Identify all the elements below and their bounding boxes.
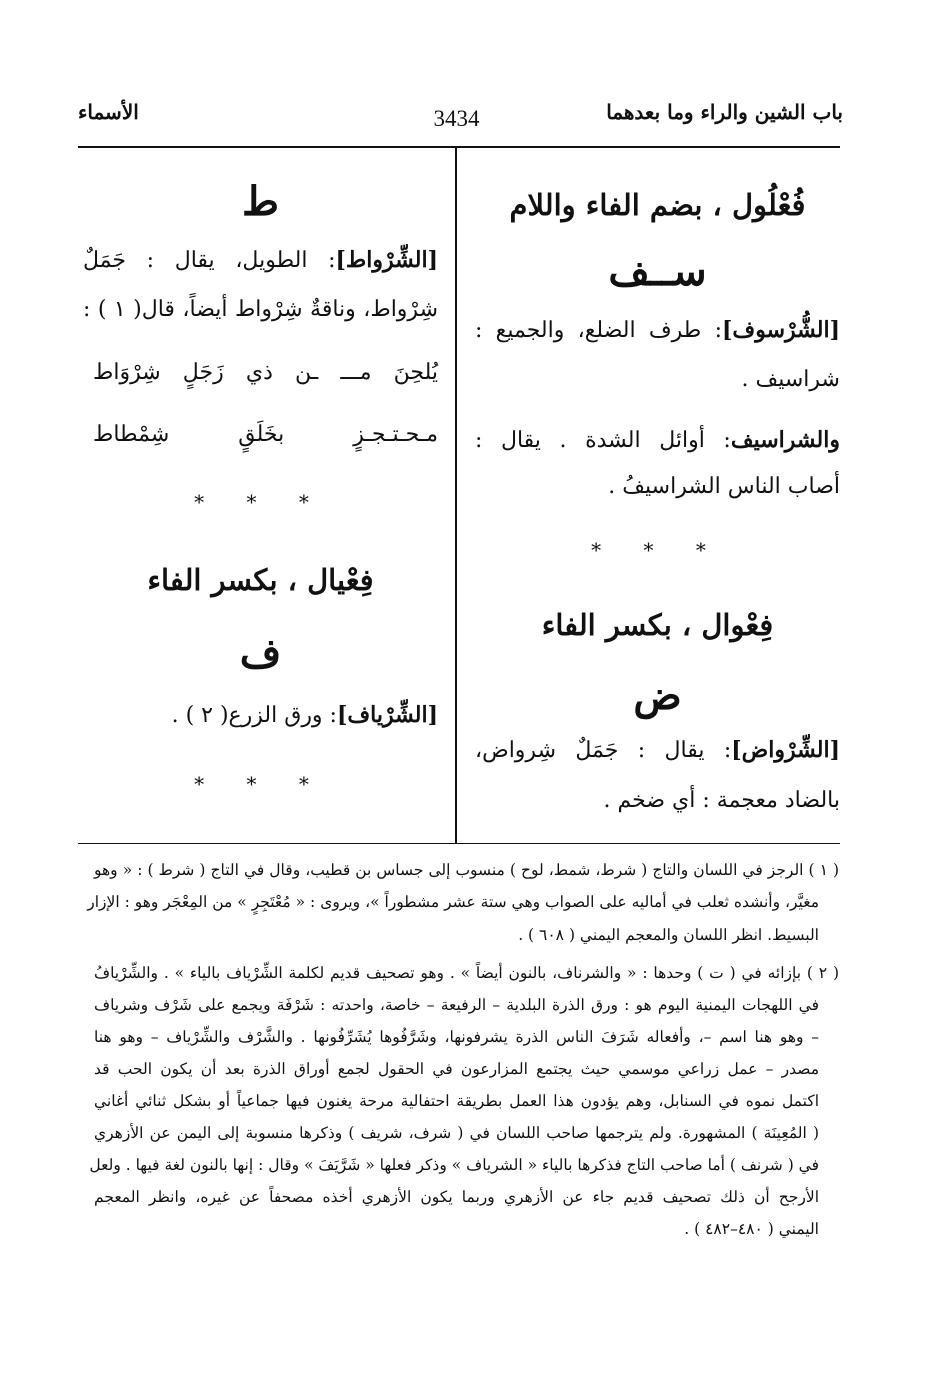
footnote-line: ( المُعِينَة ) المشهورة. ولم يترجمها صاحب اللسان في ( شرف، شريف ) وذكرها منسوبة إلى اليمن عن الأزهري xyxy=(94,1124,819,1142)
entry-headword: [الشِّرْواط] xyxy=(335,247,438,273)
entry-definition: : أوائل الشدة . يقال : xyxy=(475,428,731,453)
footnote-line: اكتمل نموه في السنابل، وهم يؤدون هذا العمل بطريقة احتفالية مرحة يغنون فيها جماعياً أو بشكل ثنائي أغاني xyxy=(94,1092,820,1110)
section-title: الأسماء xyxy=(78,100,139,124)
entry-continuation: شراسيف . xyxy=(741,367,840,392)
dictionary-entry xyxy=(83,245,438,276)
section-separator: * * * xyxy=(194,490,327,514)
entry-headword: [الشُّرْسوف] xyxy=(721,317,840,343)
section-heading: فِعْوال ، بكسر الفاء xyxy=(541,608,774,642)
entry-continuation: شِرْواط، وناقةٌ شِرْواط أيضاً، قال( ١ ) : xyxy=(83,297,439,322)
root-letter-heading: ســف xyxy=(608,248,707,295)
entry-headword: [الشِّرْواض] xyxy=(731,737,840,763)
entry-definition: : يقال : جَمَلٌ شِرواض، xyxy=(475,738,732,763)
dictionary-entry xyxy=(83,700,438,731)
verse-line: يُلحِنَ مـــ ـن ذي زَجَلٍ شِرْوَاط xyxy=(93,360,438,385)
header-rule xyxy=(78,146,840,148)
footnote-line: ( ١ ) الرجز في اللسان والتاج ( شرط، شمط، لوح ) منسوب إلى جساس بن قطيب، وقال في التاج ( شرط ) : « وهو xyxy=(94,861,839,879)
section-separator: * * * xyxy=(591,538,724,562)
root-letter-heading: ط xyxy=(242,178,279,225)
entry-headword: [الشِّرْياف] xyxy=(336,702,438,728)
footnote-line: في ( شرنف ) أما صاحب التاج فذكرها بالياء « الشرياف » وذكر فعلها « شَرَّيَفَ » وقال : إنها بالنون لغة فيها . ولعل xyxy=(89,1156,819,1174)
footnote-line: الأرجح أن ذلك تصحيف قديم جاء عن الأزهري وربما يكون الأزهري أخذه مصحفاً عن غيره، وانظر المعجم xyxy=(94,1188,819,1206)
entry-continuation: أصاب الناس الشراسيفُ . xyxy=(608,474,840,499)
entry-headword: والشراسيف xyxy=(730,427,840,453)
dictionary-entry xyxy=(475,735,840,766)
footnote-line: مصدر – عمل زراعي موسمي حيث يجتمع المزارعون في الحقول لجمع أوراق الذرة بعد أن يكون الحب قد xyxy=(94,1060,819,1078)
section-separator: * * * xyxy=(194,772,327,796)
entry-definition: : ورق الزرع( ٢ ) . xyxy=(171,703,337,728)
verse-line: مـحـتـجـزٍ بخَلَقٍ شِمْطاط xyxy=(93,422,438,447)
section-heading: فُعْلُول ، بضم الفاء واللام xyxy=(509,188,806,222)
footnote-rule xyxy=(78,843,840,844)
column-divider xyxy=(455,147,457,843)
left-column xyxy=(83,160,438,840)
entry-definition: : طرف الضلع، والجميع : xyxy=(475,318,722,343)
footnote-line: اليمني ( ٤٨٠–٤٨٢ ) . xyxy=(684,1220,819,1238)
footnote-line: في اللهجات اليمنية اليوم هو : ورق الذرة البلدية – الرفيعة – خاصة، واحدته : شَرْفَة ويجمع على شَرْف وشرياف xyxy=(94,996,819,1014)
footnote-line: البسيط. انظر اللسان والمعجم اليمني ( ٦٠٨ ) . xyxy=(518,926,819,944)
footnote-line: – وهو هنا اسم –، وأفعاله شَرَفَ الناس الذرة يشرفونها، وشَرَّفُوها يُشَرِّفُونها . والشَّرْف والشِّرْياف – وهو هنا xyxy=(94,1028,819,1046)
dictionary-entry xyxy=(475,315,840,346)
entry-definition: : الطويل، يقال : جَمَلٌ xyxy=(83,248,336,273)
section-heading: فِعْيال ، بكسر الفاء xyxy=(147,563,374,597)
root-letter-heading: ف xyxy=(239,630,282,677)
root-letter-heading: ض xyxy=(633,672,682,719)
page-number: 3434 xyxy=(433,106,480,131)
chapter-title: باب الشين والراء وما بعدهما xyxy=(606,100,843,124)
running-header xyxy=(70,100,843,140)
footnote-line: مغيَّر، وأنشده ثعلب في أماليه على الصواب وهي ستة عشر مشطوراً »، ويروى : « مُعْتَجِرٍ » من المِعْجَر وهو : الإزار xyxy=(87,893,819,911)
footnote-line: ( ٢ ) بإزائه في ( ت ) وحدها : « والشرناف، بالنون أيضاً » . وهو تصحيف قديم لكلمة الشِّرْياف بالياء » . والشِّرْيافُ xyxy=(94,964,839,982)
dictionary-entry xyxy=(475,425,840,456)
entry-continuation: بالضاد معجمة : أي ضخم . xyxy=(603,788,840,813)
right-column xyxy=(475,160,840,840)
